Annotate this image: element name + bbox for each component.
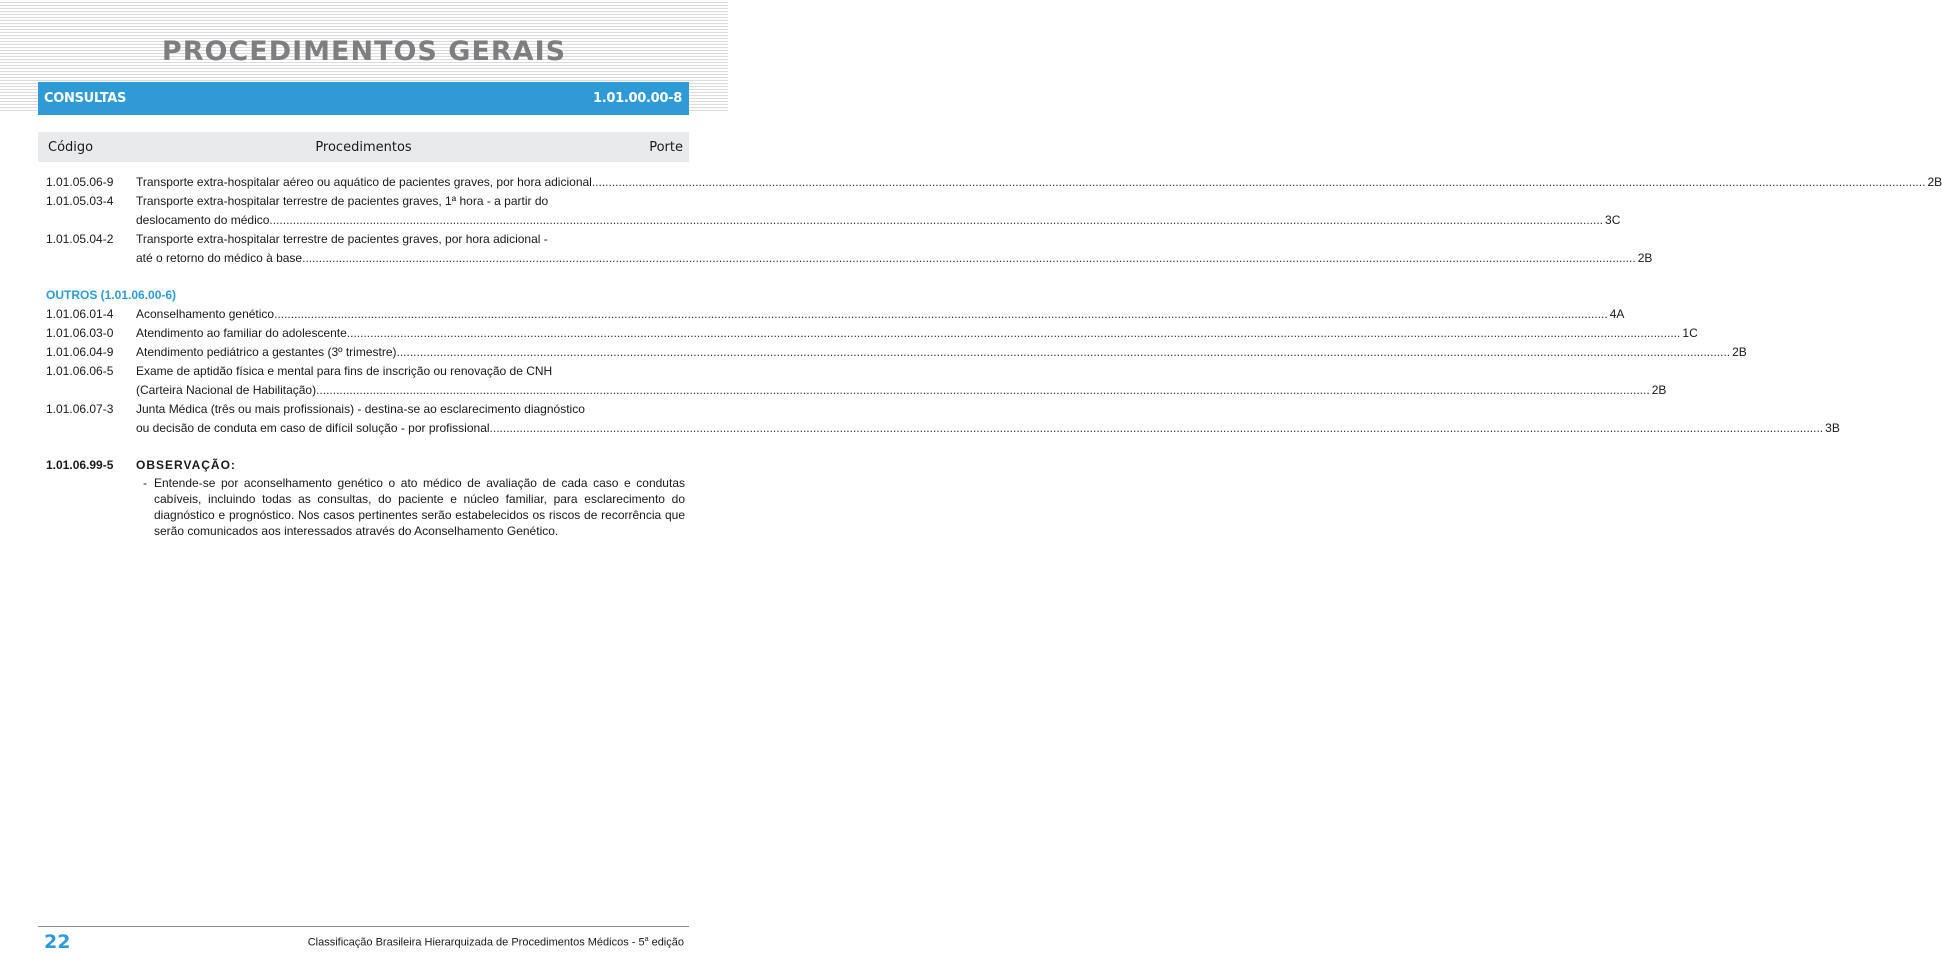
procedure-row <box>46 324 1698 343</box>
footer-text-end: edição <box>648 936 684 949</box>
procedure-porte: 4A <box>1609 307 1625 321</box>
procedure-porte: 3B <box>1825 421 1840 435</box>
section-title: CONSULTAS <box>44 91 127 106</box>
procedure-description <box>136 362 1667 400</box>
procedure-text: Exame de aptidão física e mental para fins de inscrição ou renovação de CNH <box>136 364 553 378</box>
consultas-entries <box>46 173 1942 268</box>
procedure-row <box>46 362 1667 400</box>
procedure-text: Junta Médica (três ou mais profissionais) - destina-se ao esclarecimento diagnóstico <box>136 402 585 416</box>
procedure-text: ou decisão de conduta em caso de difícil solução - por profissional <box>136 421 490 435</box>
column-procedure: Procedimentos <box>315 139 412 155</box>
footer-text-sup: a <box>644 936 649 943</box>
procedure-porte: 2B <box>1637 251 1653 265</box>
observation-text: Entende-se por aconselhamento genético o ato médico de avaliação de cada caso e condutas cabíveis, incluindo todas as consultas, do paciente e núcleo familiar, para esclarecimento do diagnóstico e prognóstico. Nos casos pertinentes serão estabelecidos os riscos de recorrência que serão comunicados aos interessados através do Aconselhamento Genético. <box>154 476 685 538</box>
procedure-description <box>136 173 1942 192</box>
column-code: Código <box>48 139 94 155</box>
page-number: 22 <box>44 931 71 953</box>
dot-leader: ................................................................................................................................................................................................................................................................................................................................................................................................................ <box>316 383 1650 397</box>
procedure-text: Atendimento pediátrico a gestantes (3º trimestre) <box>136 345 397 359</box>
outros-entries <box>46 305 1840 438</box>
procedure-porte: 1C <box>1682 326 1698 340</box>
section-bar <box>38 82 689 115</box>
procedure-code: 1.01.06.01-4 <box>46 307 114 321</box>
procedure-row <box>46 230 1653 268</box>
procedure-row <box>46 400 1840 438</box>
page-title: PROCEDIMENTOS GERAIS <box>161 36 567 67</box>
procedure-porte: 2B <box>1732 345 1747 359</box>
procedure-text: Transporte extra-hospitalar aéreo ou aquático de pacientes graves, por hora adicional <box>136 175 592 189</box>
procedure-description <box>136 230 1653 268</box>
procedure-text: deslocamento do médico <box>136 213 270 227</box>
procedure-code: 1.01.06.07-3 <box>46 402 114 416</box>
procedure-code: 1.01.06.06-5 <box>46 364 114 378</box>
procedure-description <box>136 343 1747 362</box>
procedure-porte: 3C <box>1605 213 1621 227</box>
procedure-list <box>46 173 1942 539</box>
dot-leader: ................................................................................................................................................................................................................................................................................................................................................................................................................ <box>302 251 1636 265</box>
dot-leader: ................................................................................................................................................................................................................................................................................................................................................................................................................ <box>591 175 1926 189</box>
procedure-code: 1.01.05.06-9 <box>46 175 114 189</box>
column-header <box>38 132 689 162</box>
procedure-porte: 2B <box>1651 383 1667 397</box>
observation-title: OBSERVAÇÃO: <box>136 458 236 472</box>
procedure-code: 1.01.06.03-0 <box>46 326 114 340</box>
footer-divider <box>38 926 689 927</box>
dot-leader: ................................................................................................................................................................................................................................................................................................................................................................................................................ <box>396 345 1731 359</box>
procedure-text: Aconselhamento genético <box>136 307 275 321</box>
dot-leader: ................................................................................................................................................................................................................................................................................................................................................................................................................ <box>346 326 1681 340</box>
procedure-text: Atendimento ao familiar do adolescente <box>136 326 347 340</box>
footer-text <box>308 936 684 949</box>
procedure-row <box>46 343 1747 362</box>
procedure-text: Transporte extra-hospitalar terrestre de pacientes graves, 1ª hora - a partir do <box>136 194 549 208</box>
column-porte: Porte <box>649 139 683 155</box>
procedure-code: 1.01.06.04-9 <box>46 345 114 359</box>
procedure-text: Transporte extra-hospitalar terrestre de pacientes graves, por hora adicional - <box>136 232 548 246</box>
footer-text-main: Classificação Brasileira Hierarquizada de Procedimentos Médicos - 5 <box>307 936 645 949</box>
section-code: 1.01.00.00-8 <box>593 91 682 106</box>
procedure-row <box>46 192 1621 230</box>
observation-code: 1.01.06.99-5 <box>46 458 114 472</box>
procedure-description <box>136 400 1840 438</box>
procedure-description <box>136 192 1621 230</box>
dot-leader: ................................................................................................................................................................................................................................................................................................................................................................................................................ <box>269 213 1604 227</box>
procedure-row <box>46 173 1942 192</box>
procedure-row <box>46 305 1625 324</box>
dot-leader: ................................................................................................................................................................................................................................................................................................................................................................................................................ <box>489 421 1824 435</box>
procedure-code: 1.01.05.04-2 <box>46 232 114 246</box>
observation-dash: - <box>143 476 147 490</box>
procedure-text: até o retorno do médico à base <box>136 251 303 265</box>
procedure-description <box>136 305 1625 324</box>
procedure-code: 1.01.05.03-4 <box>46 194 114 208</box>
subsection-title: OUTROS (1.01.06.00-6) <box>46 288 177 302</box>
procedure-porte: 2B <box>1927 175 1942 189</box>
observation <box>46 456 685 539</box>
dot-leader: ................................................................................................................................................................................................................................................................................................................................................................................................................ <box>274 307 1608 321</box>
procedure-text: (Carteira Nacional de Habilitação) <box>136 383 317 397</box>
procedure-description <box>136 324 1698 343</box>
